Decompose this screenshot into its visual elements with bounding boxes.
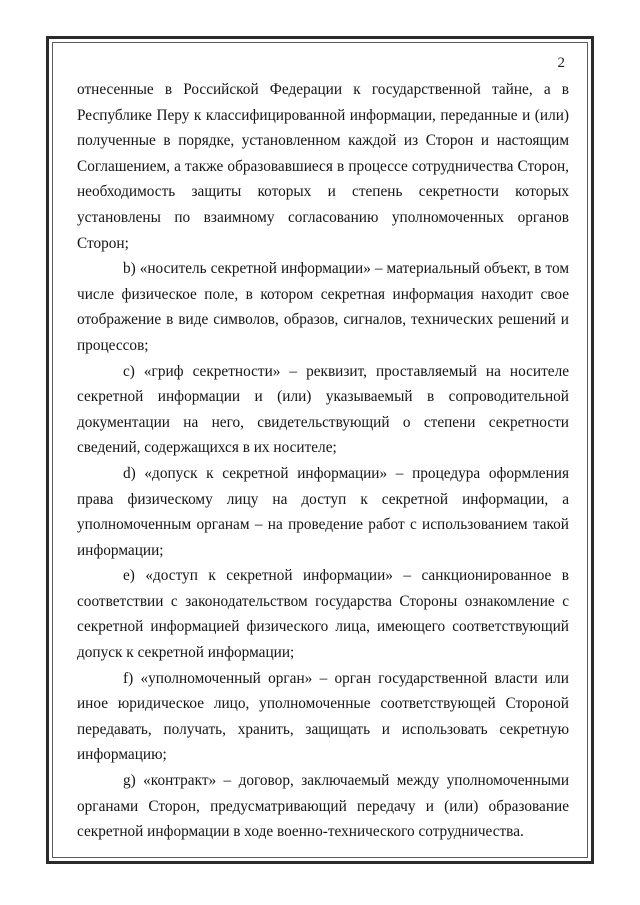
paragraph-g: g) «контракт» – договор, заключаемый между уполномоченными органами Сторон, предусматривающий передачу и (или) образование секретной информации в ходе военно-технического сотрудничества. [77, 772, 569, 841]
page-number: 2 [557, 55, 565, 71]
paragraph-b: b) «носитель секретной информации» – материальный объект, в том числе физическое поле, в котором секретная информация находит свое отображение в виде символов, образов, сигналов, технических решений и процессов; [77, 260, 569, 354]
paragraph-a-continuation: отнесенные в Российской Федерации к государственной тайне, а в Республике Перу к классифицированной информации, переданные и (или) полученные в порядке, установленном каждой из Сторон и настоящим Соглашением, а также образовавшиеся в процессе сотрудничества Сторон, необходимость защиты которых и степень секретности которых установлены по взаимному согласованию уполномоченных органов Сторон; [77, 81, 569, 252]
paragraph-d: d) «допуск к секретной информации» – процедура оформления права физическому лицу на доступ к секретной информации, а уполномоченным органам – на проведение работ с использованием такой информации; [77, 464, 569, 559]
paragraph-e: e) «доступ к секретной информации» – санкционированное в соответствии с законодательством государства Стороны ознакомление с секретной информацией физического лица, имеющего соответствующий допуск к секретной информации; [77, 567, 569, 662]
document-page [46, 36, 594, 864]
page-inner-border [52, 42, 588, 858]
paragraph-f: f) «уполномоченный орган» – орган государственной власти или иное юридическое лицо, уполномоченные соответствующей Стороной передавать, получать, хранить, защищать и использовать секретную информацию; [77, 669, 569, 764]
document-body [77, 77, 569, 845]
paragraph-c: c) «гриф секретности» – реквизит, проставляемый на носителе секретной информации и (или) указываемый в сопроводительной документации на него, свидетельствующий о степени секретности сведений, содержащихся в их носителе; [77, 362, 569, 457]
